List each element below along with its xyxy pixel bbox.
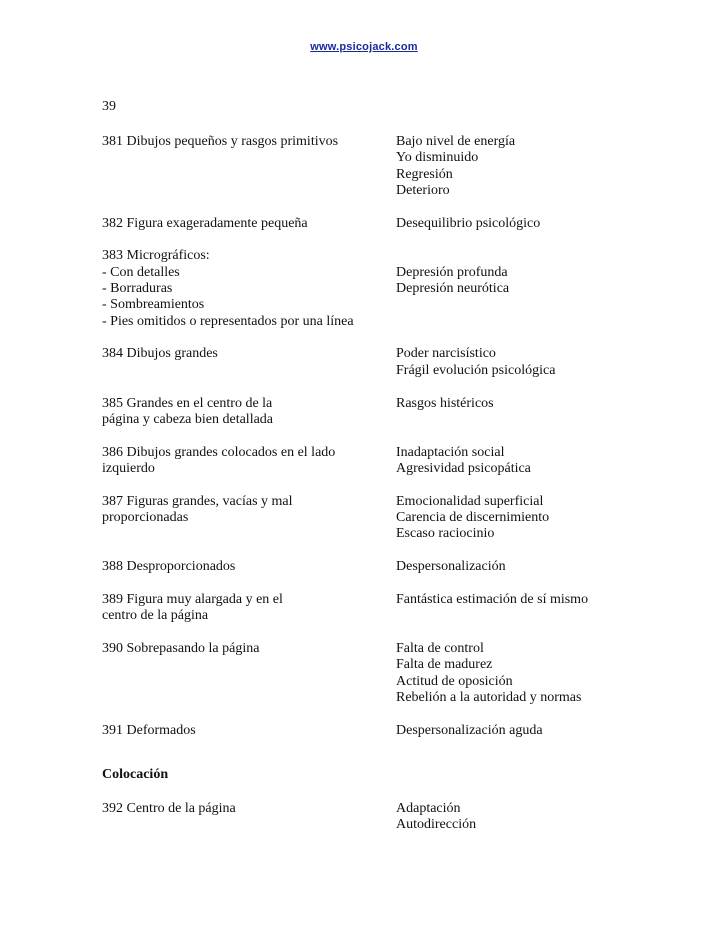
entry-line: izquierdo <box>102 460 155 476</box>
entry-row <box>102 723 622 739</box>
entry-row <box>102 559 622 575</box>
entry-line: 384 Dibujos grandes <box>102 346 218 362</box>
entry-line: Adaptación <box>396 801 461 817</box>
entry-line: Inadaptación social <box>396 444 505 460</box>
entry-line: Despersonalización <box>396 559 506 575</box>
entry-line: - Borraduras <box>102 281 173 297</box>
entry-line: Bajo nivel de energía <box>396 134 516 149</box>
entry-interpretation <box>396 723 622 739</box>
entry-row <box>102 801 622 834</box>
entry-interpretation <box>396 134 622 199</box>
entry-line: Frágil evolución psicológica <box>396 362 556 378</box>
entry-line: 386 Dibujos grandes colocados en el lado <box>102 444 336 460</box>
entry-line: Poder narcisístico <box>396 346 496 362</box>
entry-feature <box>102 396 396 429</box>
entry-interpretation <box>396 216 622 232</box>
entry-feature <box>102 641 396 706</box>
entry-line: Desequilibrio psicológico <box>396 215 541 231</box>
entry-feature <box>102 559 396 575</box>
entry-line: Falta de control <box>396 641 484 657</box>
entry-row <box>102 445 622 478</box>
entry-line: Regresión <box>396 166 453 182</box>
entry-row <box>102 592 622 625</box>
entry-line: 381 Dibujos pequeños y rasgos primitivos <box>102 134 339 149</box>
entry-line: proporcionadas <box>102 510 189 526</box>
entry-line: 389 Figura muy alargada y en el <box>102 591 283 607</box>
entry-interpretation <box>396 248 622 329</box>
entry-row <box>102 641 622 706</box>
entry-line: 388 Desproporcionados <box>102 559 236 575</box>
entry-line: - Sombreamientos <box>102 297 205 313</box>
entry-feature <box>102 445 396 478</box>
entry-interpretation <box>396 396 622 429</box>
entry-interpretation <box>396 559 622 575</box>
entry-line: 387 Figuras grandes, vacías y mal <box>102 493 293 509</box>
entry-line: Rasgos histéricos <box>396 395 494 411</box>
entry-feature <box>102 216 396 232</box>
entry-feature <box>102 494 396 543</box>
entry-line: Fantástica estimación de sí mismo <box>396 591 589 607</box>
entry-interpretation <box>396 346 622 379</box>
entry-interpretation <box>396 445 622 478</box>
entry-row <box>102 248 622 329</box>
entry-line: Actitud de oposición <box>396 673 513 689</box>
entry-line: centro de la página <box>102 608 209 624</box>
entry-line: 392 Centro de la página <box>102 801 236 817</box>
entry-feature <box>102 134 396 199</box>
entry-line: Escaso raciocinio <box>396 526 495 542</box>
section-heading: Colocación <box>102 767 169 783</box>
entries-list <box>102 134 622 850</box>
entry-line: Yo disminuido <box>396 150 479 166</box>
entry-interpretation <box>396 801 622 834</box>
entry-line: Depresión neurótica <box>396 281 510 297</box>
entry-line: Deterioro <box>396 182 450 198</box>
entry-feature <box>102 346 396 379</box>
entry-line: Emocionalidad superficial <box>396 493 544 509</box>
entry-line: - Pies omitidos o representados por una línea <box>102 313 354 329</box>
entry-line: Carencia de discernimiento <box>396 510 550 526</box>
entry-row <box>102 396 622 429</box>
entry-row <box>102 134 622 199</box>
entry-line: Despersonalización aguda <box>396 722 543 738</box>
entry-line: 382 Figura exageradamente pequeña <box>102 215 308 231</box>
entry-line: Agresividad psicopática <box>396 460 531 476</box>
entry-row <box>102 494 622 543</box>
entry-feature <box>102 723 396 739</box>
entry-row <box>102 216 622 232</box>
entry-line: Autodirección <box>396 817 477 833</box>
entry-feature <box>102 592 396 625</box>
entry-feature <box>102 801 396 834</box>
entry-line: página y cabeza bien detallada <box>102 411 274 427</box>
entry-interpretation <box>396 494 622 543</box>
entry-line: - Con detalles <box>102 264 180 280</box>
entry-interpretation <box>396 641 622 706</box>
header-link[interactable]: www.psicojack.com <box>310 41 418 53</box>
entry-row <box>102 346 622 379</box>
entry-line: Depresión profunda <box>396 264 508 280</box>
entries-group <box>102 134 622 739</box>
entry-line: Falta de madurez <box>396 657 493 673</box>
entry-feature <box>102 248 396 329</box>
entry-line <box>396 248 622 264</box>
entry-line: 385 Grandes en el centro de la <box>102 395 273 411</box>
entry-line: 383 Micrográficos: <box>102 248 210 264</box>
section-entries-group <box>102 801 622 834</box>
entry-line: 390 Sobrepasando la página <box>102 641 260 657</box>
entry-interpretation <box>396 592 622 625</box>
entry-line: Rebelión a la autoridad y normas <box>396 689 582 705</box>
entry-line: 391 Deformados <box>102 722 196 738</box>
page-number: 39 <box>102 99 116 114</box>
